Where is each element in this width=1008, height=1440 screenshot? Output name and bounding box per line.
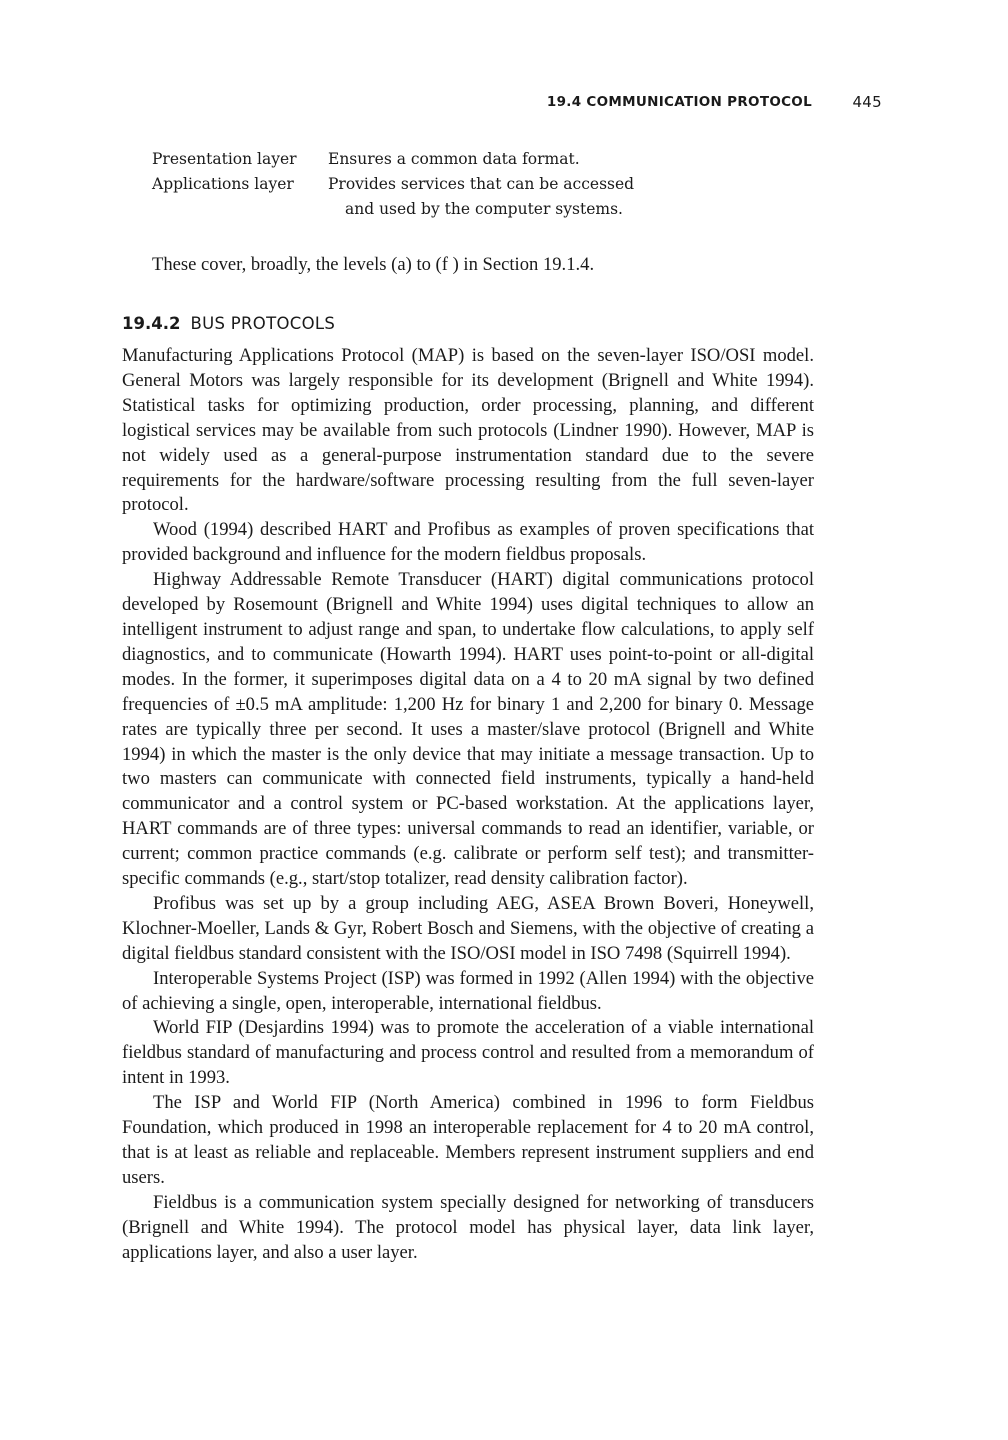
layer-row	[152, 172, 634, 222]
layer-description	[328, 147, 634, 172]
layer-description	[328, 172, 634, 222]
page-number: 445	[852, 93, 882, 111]
paragraph: The ISP and World FIP (North America) combined in 1996 to form Fieldbus Foundation, which produced in 1998 an interoperable replacement for 4 to 20 mA control, that is at least as reliable and replaceable. Members represent instrument suppliers and end users.	[122, 1092, 814, 1188]
paragraph: Manufacturing Applications Protocol (MAP) is based on the seven-layer ISO/OSI model. General Motors was largely responsible for its development (Brignell and White 1994). Statistical tasks for optimizing production, order processing, planning, and different logistical services may be available from such protocols (Lindner 1990). However, MAP is not widely used as a general-purpose instrumentation standard due to the severe requirements for the hardware/software processing resulting from the full seven-layer protocol.	[122, 345, 814, 516]
paragraph: Fieldbus is a communication system specially designed for networking of transducers (Brignell and White 1994). The protocol model has physical layer, data link layer, applications layer, and also a user layer.	[122, 1191, 814, 1263]
layer-name: Applications layer	[152, 175, 294, 193]
layer-description-line: Ensures a common data format.	[328, 150, 580, 168]
paragraph: Wood (1994) described HART and Profibus as examples of proven specifications that provided background and influence for the modern fieldbus proposals.	[122, 519, 814, 566]
body-text	[122, 344, 814, 1266]
paragraph: Interoperable Systems Project (ISP) was formed in 1992 (Allen 1994) with the objective of achieving a single, open, interoperable, international fieldbus.	[122, 967, 814, 1014]
summary-sentence: These cover, broadly, the levels (a) to (f ) in Section 19.1.4.	[152, 254, 595, 275]
layer-table	[152, 147, 634, 222]
section-heading	[122, 314, 335, 333]
section-title: BUS PROTOCOLS	[190, 314, 336, 333]
running-head-title: 19.4 COMMUNICATION PROTOCOL	[546, 94, 812, 110]
section-number: 19.4.2	[122, 314, 181, 333]
layer-row	[152, 147, 634, 172]
layer-description-line: and used by the computer systems.	[345, 200, 623, 218]
layer-name: Presentation layer	[152, 150, 297, 168]
paragraph: Highway Addressable Remote Transducer (HART) digital communications protocol developed by Rosemount (Brignell and White 1994) uses digital techniques to allow an intelligent instrument to adjust range and span, to undertake flow calculations, to apply self diagnostics, and to communicate (Howarth 1994). HART uses point-to-point or all-digital modes. In the former, it superimposes digital data on a 4 to 20 mA signal by two defined frequencies of ±0.5 mA amplitude: 1,200 Hz for binary 1 and 2,200 for binary 0. Message rates are typically three per second. It uses a master/slave protocol (Brignell and White 1994) in which the master is the only device that may initiate a message transaction. Up to two masters can communicate with connected field instruments, typically a hand-held communicator and a control system or PC-based workstation. At the applications layer, HART commands are of three types: universal commands to read an identifier, variable, or current; common practice commands (e.g. calibrate or perform self test); and transmitter-specific commands (e.g., start/stop totalizer, read density calibration factor).	[122, 569, 814, 890]
paragraph: World FIP (Desjardins 1994) was to promote the acceleration of a viable international fieldbus standard of manufacturing and process control and resulted from a memorandum of intent in 1993.	[122, 1017, 814, 1089]
layer-description-line: Provides services that can be accessed	[328, 175, 635, 193]
paragraph: Profibus was set up by a group including AEG, ASEA Brown Boveri, Honeywell, Klochner-Moeller, Lands & Gyr, Robert Bosch and Siemens, with the objective of creating a digital fieldbus standard consistent with the ISO/OSI model in ISO 7498 (Squirrell 1994).	[122, 892, 814, 964]
